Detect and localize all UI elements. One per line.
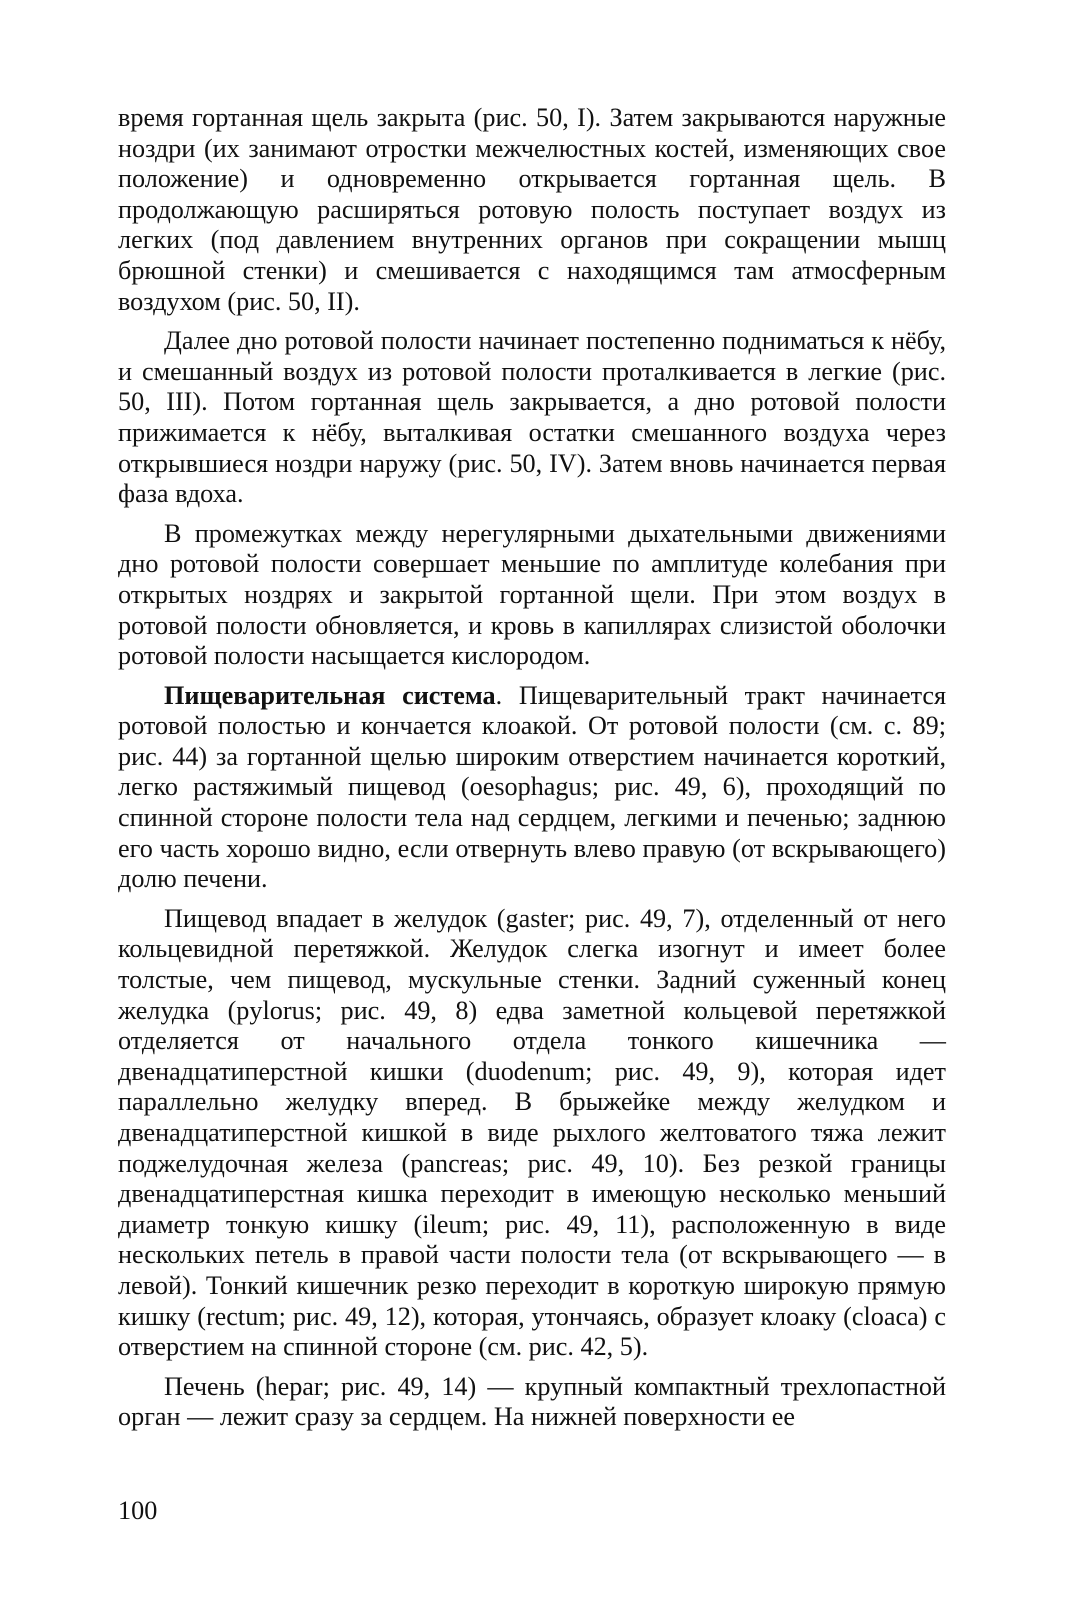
paragraph-breathing-phase: время гортанная щель закрыта (рис. 50, I). Затем закрываются наружные ноздри (их занимают отростки межчелюстных костей, изменяющих свое положение) и одновременно открывается гортанная щель. В продолжающую расширяться ротовую полость поступает воздух из легких (под давлением внутренних органов при сокращении мышц брюшной стенки) и смешивается с находящимся там атмосферным воздухом (рис. 50, II).: [118, 103, 946, 316]
paragraph-stomach-intestine: Пищевод впадает в желудок (gaster; рис. 49, 7), отделенный от него кольцевидной перетяжкой. Желудок слегка изогнут и имеет более толстые, чем пищевод, мускульные стенки. Задний суженный конец желудка (pylorus; рис. 49, 8) едва заметной кольцевой перетяжкой отделяется от начального отдела тонкого кишечника — двенадцатиперстной кишки (duodenum; рис. 49, 9), которая идет параллельно желудку вперед. В брыжейке между желудком и двенадцатиперстной кишкой в виде рыхлого желтоватого тяжа лежит поджелудочная железа (pancreas; рис. 49, 10). Без резкой границы двенадцатиперстная кишка переходит в имеющую несколько меньший диаметр тонкую кишку (ileum; рис. 49, 11), расположенную в виде нескольких петель в правой части полости тела (от вскрывающего — в левой). Тонкий кишечник резко переходит в короткую широкую прямую кишку (rectum; рис. 49, 12), которая, утончаясь, образует клоаку (cloaca) с отверстием на спинной стороне (см. рис. 42, 5).: [118, 903, 946, 1362]
page-body: [118, 103, 946, 1442]
section-heading-digestive-system: Пищеварительная система: [164, 680, 496, 710]
paragraph-liver: Печень (hepar; рис. 49, 14) — крупный компактный трехлопастной орган — лежит сразу за сердцем. На нижней поверхности ее: [118, 1371, 946, 1432]
page-number: 100: [118, 1496, 158, 1525]
paragraph-digestive-system-text: . Пищеварительный тракт начинается ротовой полостью и кончается клоакой. От ротовой полости (см. с. 89; рис. 44) за гортанной щелью широким отверстием начинается короткий, легко растяжимый пищевод (oesophagus; рис. 49, 6), проходящий по спинной стороне полости тела над сердцем, легкими и печенью; заднюю его часть хорошо видно, если отвернуть влево правую (от вскрывающего) долю печени.: [118, 680, 947, 894]
paragraph-digestive-system: [118, 681, 946, 895]
paragraph-oral-ventilation: В промежутках между нерегулярными дыхательными движениями дно ротовой полости совершает меньшие по амплитуде колебания при открытых ноздрях и закрытой гортанной щели. При этом воздух в ротовой полости обновляется, и кровь в капиллярах слизистой оболочки ротовой полости насыщается кислородом.: [118, 518, 946, 671]
paragraph-air-mixing: Далее дно ротовой полости начинает постепенно подниматься к нёбу, и смешанный воздух из ротовой полости проталкивается в легкие (рис. 50, III). Потом гортанная щель закрывается, а дно ротовой полости прижимается к нёбу, выталкивая остатки смешанного воздуха через открывшиеся ноздри наружу (рис. 50, IV). Затем вновь начинается первая фаза вдоха.: [118, 326, 946, 509]
